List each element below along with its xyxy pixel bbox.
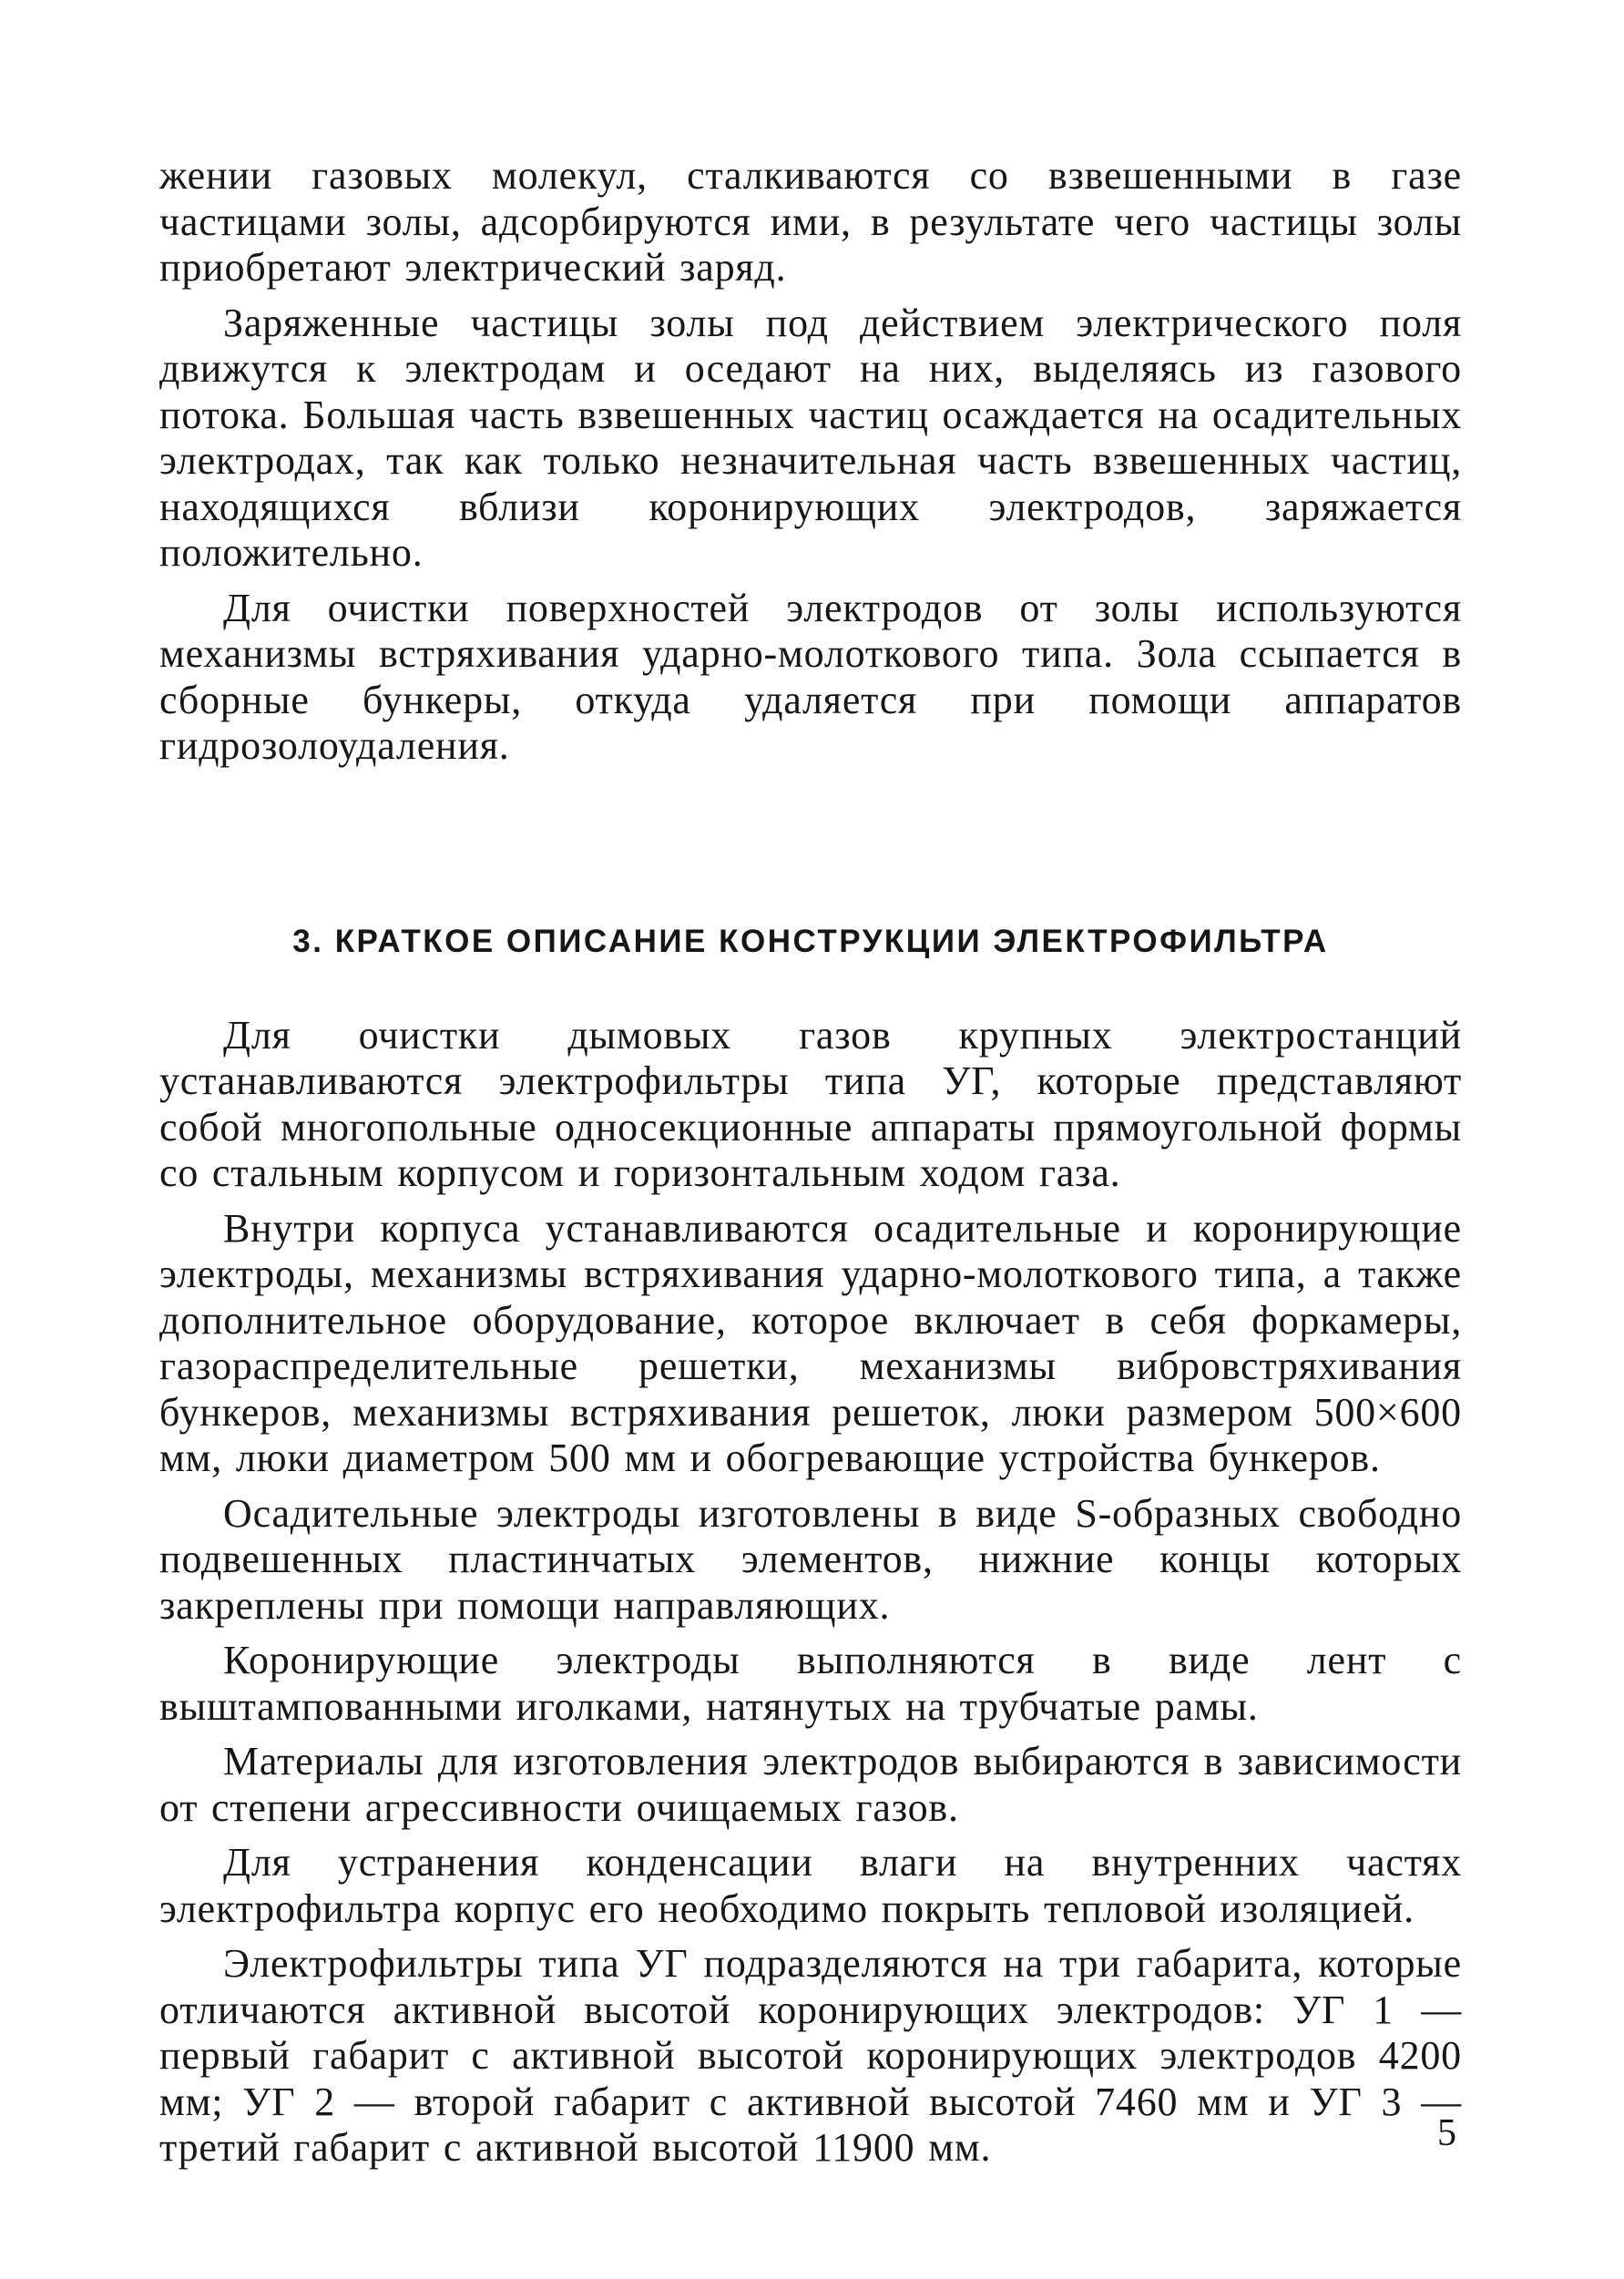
paragraph-internal-equipment: Внутри корпуса устанавливаются осадительные и коронирующие электроды, механизмы встряхивания ударно-молоткового типа, а также дополнительное оборудование, которое включает в себя форкамеры, газораспределительные решетки, механизмы вибровстряхивания бункеров, механизмы встряхивания решеток, люки размером 500×600 мм, люки диаметром 500 мм и обогревающие устройства бункеров.	[159, 1205, 1462, 1480]
paragraph-sizes: Электрофильтры типа УГ подразделяются на три габарита, которые отличаются активной высотой коронирующих электродов: УГ 1 — первый габарит с активной высотой коронирующих электродов 4200 мм; УГ 2 — второй габарит с активной высотой 7460 мм и УГ 3 — третий габарит с активной высотой 11900 мм.	[159, 1941, 1462, 2170]
paragraph-corona-electrodes: Коронирующие электроды выполняются в виде лент с выштампованными иголками, натянутых на трубчатые рамы.	[159, 1638, 1462, 1729]
paragraph-filter-type: Для очистки дымовых газов крупных электростанций устанавливаются электрофильтры типа УГ, которые представляют собой многопольные односекционные аппараты прямоугольной формы со стальным корпусом и горизонтальным ходом газа.	[159, 1012, 1462, 1195]
paragraph-materials: Материалы для изготовления электродов выбираются в зависимости от степени агрессивности очищаемых газов.	[159, 1739, 1462, 1830]
paragraph-continuation: жении газовых молекул, сталкиваются со взвешенными в газе частицами золы, адсорбируются ими, в результате чего частицы золы приобретают электрический заряд.	[159, 153, 1462, 290]
page-content	[159, 153, 1462, 2181]
paragraph-charged-particles: Заряженные частицы золы под действием электрического поля движутся к электродам и оседают на них, выделяясь из газового потока. Большая часть взвешенных частиц осаждается на осадительных электродах, так как только незначительная часть взвешенных частиц, находящихся вблизи коронирующих электродов, заряжается положительно.	[159, 300, 1462, 575]
paragraph-collecting-electrodes: Осадительные электроды изготовлены в виде S-образных свободно подвешенных пластинчатых элементов, нижние концы которых закреплены при помощи направляющих.	[159, 1490, 1462, 1628]
paragraph-insulation: Для устранения конденсации влаги на внутренних частях электрофильтра корпус его необходимо покрыть тепловой изоляцией.	[159, 1840, 1462, 1931]
section-heading: 3. КРАТКОЕ ОПИСАНИЕ КОНСТРУКЦИИ ЭЛЕКТРОФИЛЬТРА	[292, 923, 1329, 959]
page-number: 5	[1437, 2112, 1456, 2154]
paragraph-electrode-cleaning: Для очистки поверхностей электродов от золы используются механизмы встряхивания ударно-молоткового типа. Зола ссыпается в сборные бункеры, откуда удаляется при помощи аппаратов гидрозолоудаления.	[159, 585, 1462, 768]
